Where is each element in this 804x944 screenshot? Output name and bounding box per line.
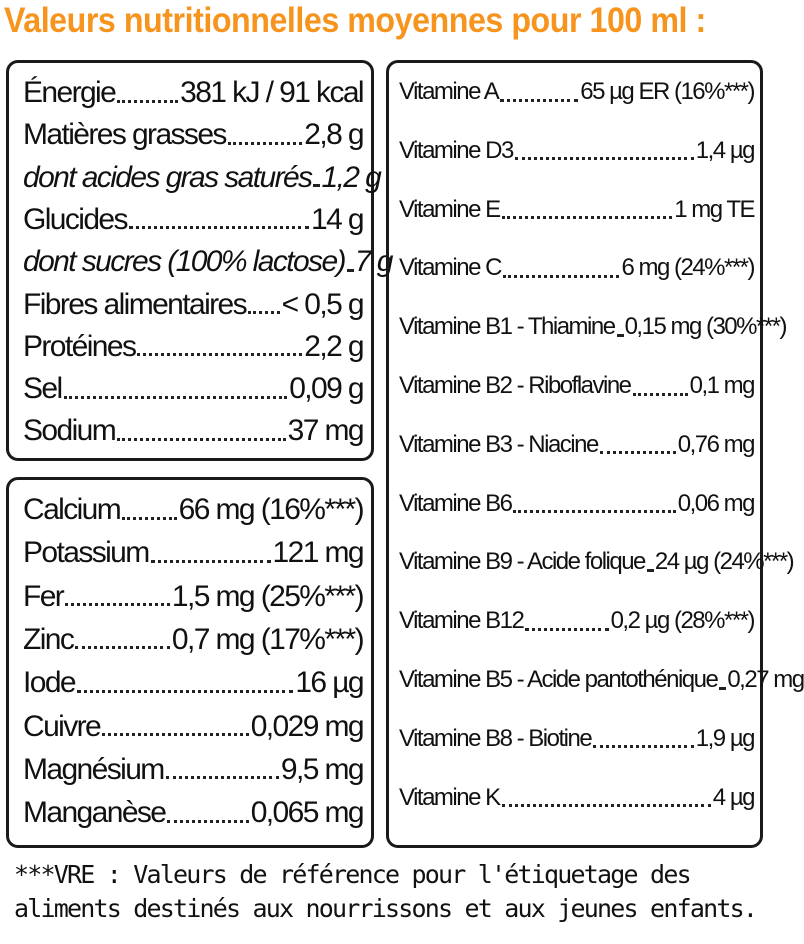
vitamin-value: 6 mg (24%***) xyxy=(621,254,754,282)
macronutrient-value: 2,8 g xyxy=(304,118,363,152)
macronutrient-row xyxy=(23,158,381,198)
vitamin-value: 0,76 mg xyxy=(677,430,754,458)
mineral-value: 9,5 mg xyxy=(280,752,363,786)
vitamin-label: Vitamine B6 xyxy=(399,489,512,517)
vitamin-row xyxy=(399,369,754,403)
mineral-row xyxy=(23,707,363,747)
macronutrient-value: 7 g xyxy=(354,245,392,279)
leader-dots xyxy=(248,311,280,314)
mineral-value: 0,7 mg (17%***) xyxy=(171,622,363,656)
macronutrient-label: dont sucres (100% lactose) xyxy=(23,245,345,279)
macronutrient-row xyxy=(23,411,363,451)
leader-dots xyxy=(600,451,676,454)
leader-dots xyxy=(65,603,170,606)
leader-dots xyxy=(167,820,248,823)
vitamin-label: Vitamine D3 xyxy=(399,136,513,164)
leader-dots xyxy=(347,269,353,272)
mineral-label: Iode xyxy=(23,666,75,700)
vitamin-row xyxy=(399,251,754,285)
mineral-row xyxy=(23,577,363,617)
macronutrient-row xyxy=(23,115,363,155)
mineral-label: Calcium xyxy=(23,493,121,526)
macronutrient-value: 1,2 g xyxy=(321,160,381,194)
minerals-panel xyxy=(6,477,374,848)
vitamin-value: 1,9 µg xyxy=(695,724,754,752)
vitamin-value: 0,15 mg (30%***) xyxy=(624,313,787,341)
macronutrient-label: Fibres alimentaires xyxy=(23,287,247,321)
page-title: Valeurs nutritionnelles moyennes pour 100 ml : xyxy=(4,1,706,40)
vitamin-label: Vitamine E xyxy=(399,195,500,223)
vitamin-label: Vitamine B9 - Acide folique xyxy=(399,548,645,576)
vitamin-value: 0,1 mg xyxy=(689,372,754,399)
mineral-row xyxy=(23,793,363,833)
macronutrient-value: 381 kJ / 91 kcal xyxy=(180,76,363,109)
vitamin-row xyxy=(399,663,804,697)
macronutrient-row xyxy=(23,327,363,367)
mineral-value: 0,065 mg xyxy=(250,796,363,830)
leader-dots xyxy=(117,438,285,441)
macronutrient-label: Glucides xyxy=(23,202,127,236)
mineral-row xyxy=(23,620,363,660)
macronutrients-panel xyxy=(6,60,392,461)
mineral-value: 0,029 mg xyxy=(250,709,363,743)
macronutrient-value: 0,09 g xyxy=(289,372,363,406)
leader-dots xyxy=(515,157,694,160)
leader-dots xyxy=(502,216,673,219)
vitamin-row xyxy=(399,134,754,168)
vitamin-label: Vitamine B3 - Niacine xyxy=(399,430,598,458)
vitamin-value: 0,2 µg (28%***) xyxy=(610,607,754,635)
leader-dots xyxy=(525,628,608,631)
leader-dots xyxy=(129,226,309,229)
footnote: ***VRE : Valeurs de référence pour l'étiquetage des aliments destinés aux nourrissons et aux jeunes enfants. xyxy=(14,860,757,923)
leader-dots xyxy=(122,517,176,520)
macronutrient-row xyxy=(23,200,363,240)
vitamin-value: 1 mg TE xyxy=(674,195,754,223)
macronutrient-value: < 0,5 g xyxy=(281,287,363,321)
vitamin-value: 24 µg (24%***) xyxy=(654,548,794,576)
leader-dots xyxy=(503,275,619,278)
vitamin-row xyxy=(399,75,754,109)
vitamin-value: 1,4 µg xyxy=(695,136,754,164)
macronutrient-row xyxy=(23,73,363,113)
vitamin-value: 65 µg ER (16%***) xyxy=(580,78,754,105)
vitamin-label: Vitamine B8 - Biotine xyxy=(399,724,592,752)
macronutrient-value: 37 mg xyxy=(287,414,363,448)
leader-dots xyxy=(513,510,675,513)
macronutrient-value: 2,2 g xyxy=(304,329,363,363)
macronutrient-label: dont acides gras saturés xyxy=(23,160,312,194)
macronutrient-label: Sodium xyxy=(23,414,116,448)
vitamin-label: Vitamine B1 - Thiamine xyxy=(399,313,615,341)
vitamin-value: 0,27 mg xyxy=(727,666,804,693)
leader-dots xyxy=(117,100,178,103)
vitamin-label: Vitamine A xyxy=(399,78,499,105)
vitamin-label: Vitamine B12 xyxy=(399,607,524,635)
mineral-value: 16 µg xyxy=(295,666,363,700)
leader-dots xyxy=(647,569,653,572)
macronutrient-row xyxy=(23,369,363,409)
vitamin-row xyxy=(399,781,754,815)
leader-dots xyxy=(633,393,688,396)
leader-dots xyxy=(502,804,711,807)
leader-dots xyxy=(151,560,271,563)
vitamin-row xyxy=(399,722,754,756)
vitamin-label: Vitamine B2 - Riboflavine xyxy=(399,372,631,399)
mineral-row xyxy=(23,533,363,573)
vitamin-row xyxy=(399,545,794,579)
macronutrient-row xyxy=(23,285,363,325)
macronutrient-label: Énergie xyxy=(23,76,116,109)
mineral-label: Potassium xyxy=(23,536,149,570)
vitamin-row xyxy=(399,310,787,344)
leader-dots xyxy=(228,142,302,145)
vitamin-row xyxy=(399,487,754,521)
vitamin-label: Vitamine C xyxy=(399,254,501,282)
mineral-row xyxy=(23,490,363,530)
leader-dots xyxy=(313,184,319,187)
leader-dots xyxy=(75,646,170,649)
mineral-label: Manganèse xyxy=(23,796,166,830)
mineral-row xyxy=(23,750,363,790)
vitamin-value: 0,06 mg xyxy=(677,489,754,517)
vitamins-panel xyxy=(386,60,804,848)
macronutrient-value: 14 g xyxy=(311,202,363,236)
leader-dots xyxy=(137,353,302,356)
mineral-value: 66 mg (16%***) xyxy=(178,493,363,526)
macronutrient-label: Protéines xyxy=(23,329,136,363)
vitamin-row xyxy=(399,428,754,462)
vitamin-row xyxy=(399,604,754,638)
mineral-label: Fer xyxy=(23,579,64,613)
mineral-label: Cuivre xyxy=(23,709,101,743)
mineral-row xyxy=(23,663,363,703)
mineral-label: Magnésium xyxy=(23,752,164,786)
macronutrient-label: Matières grasses xyxy=(23,118,226,152)
vitamin-value: 4 µg xyxy=(712,783,754,811)
leader-dots xyxy=(719,687,725,690)
mineral-value: 121 mg xyxy=(272,536,363,570)
leader-dots xyxy=(617,334,623,337)
leader-dots xyxy=(500,99,578,102)
mineral-label: Zinc xyxy=(23,622,74,656)
macronutrient-row xyxy=(23,242,392,282)
vitamin-row xyxy=(399,193,754,227)
leader-dots xyxy=(166,776,279,779)
vitamin-label: Vitamine B5 - Acide pantothénique xyxy=(399,666,718,693)
vitamin-label: Vitamine K xyxy=(399,783,500,811)
macronutrient-label: Sel xyxy=(23,372,62,406)
mineral-value: 1,5 mg (25%***) xyxy=(171,579,363,613)
leader-dots xyxy=(77,690,293,693)
leader-dots xyxy=(64,396,288,399)
leader-dots xyxy=(102,733,249,736)
leader-dots xyxy=(593,745,694,748)
